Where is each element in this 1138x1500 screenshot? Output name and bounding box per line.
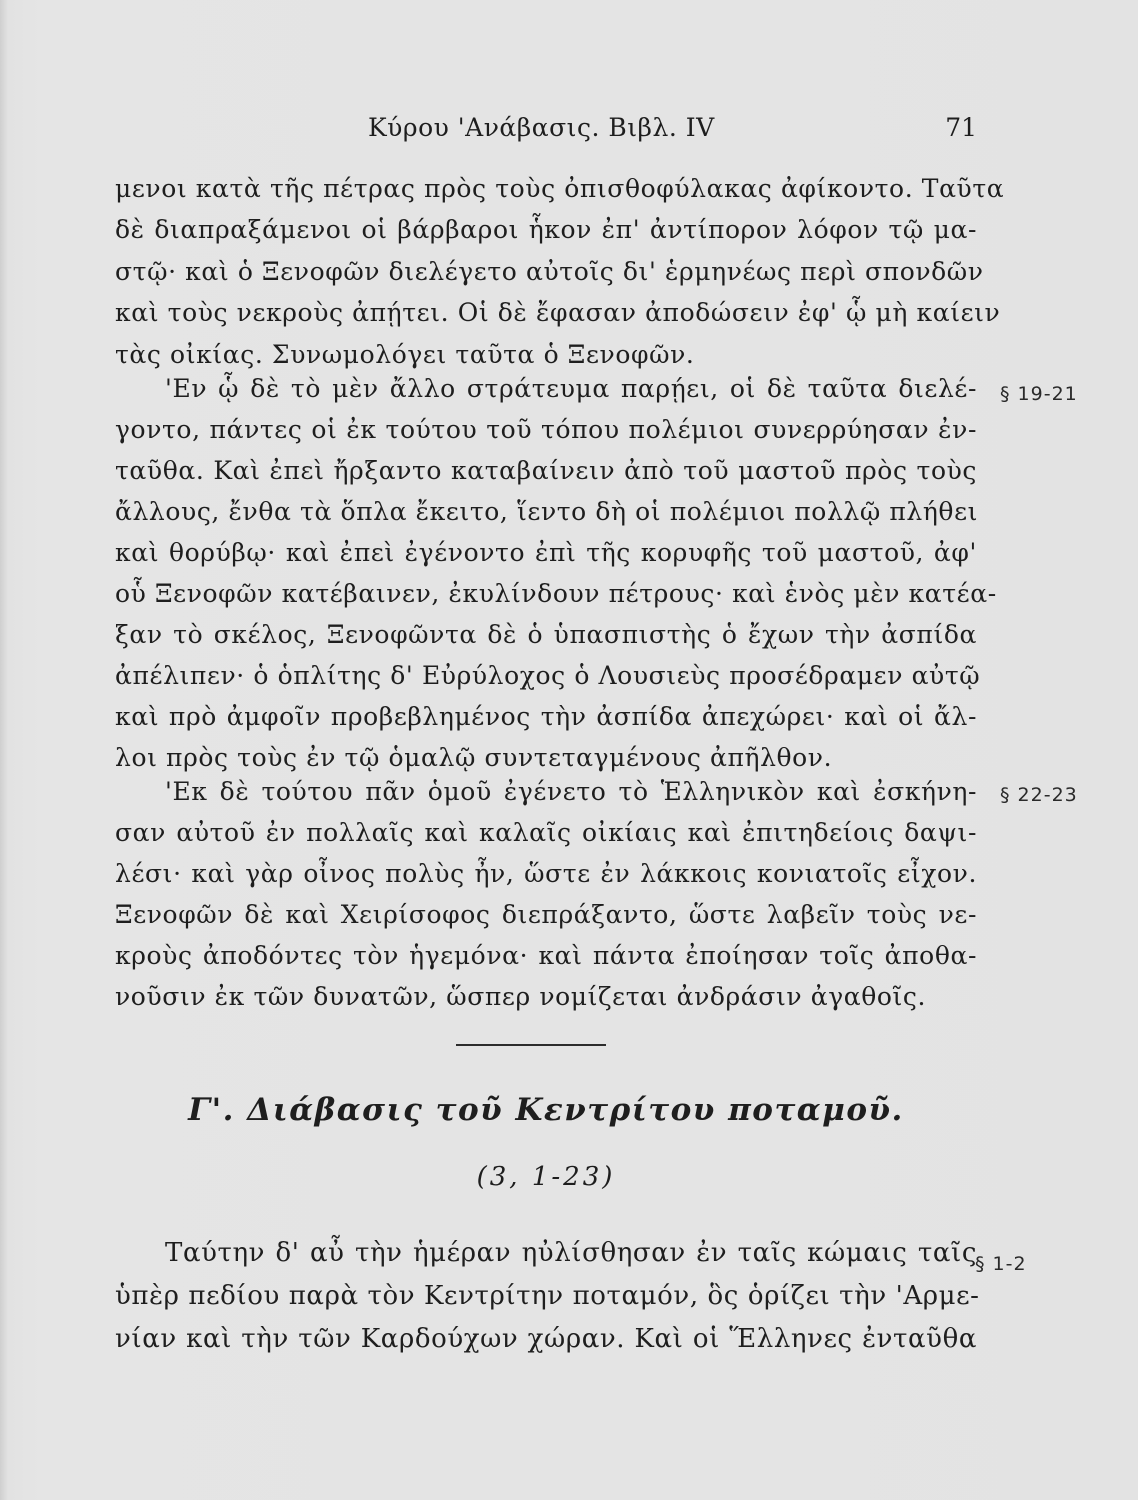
running-header bbox=[115, 113, 977, 149]
section-reference: (3, 1-23) bbox=[476, 1162, 616, 1192]
text-line: κροὺς ἀποδόντες τὸν ἡγεμόνα· καὶ πάντα ἐποίησαν τοῖς ἀποθα- bbox=[115, 941, 977, 970]
text-line: λέσι· καὶ γὰρ οἶνος πολὺς ἦν, ὥστε ἐν λάκκοις κονιατοῖς εἶχον. bbox=[115, 859, 977, 888]
section-divider bbox=[456, 1044, 606, 1046]
section-title: Γ'. Διάβασις τοῦ Κεντρίτου ποταμοῦ. bbox=[188, 1092, 904, 1128]
text-line: καὶ πρὸ ἀμφοῖν προβεβλημένος τὴν ἀσπίδα ἀπεχώρει· καὶ οἱ ἄλ- bbox=[115, 702, 977, 731]
text-line: λοι πρὸς τοὺς ἐν τῷ ὁμαλῷ συντεταγμένους ἀπῆλθον. bbox=[115, 743, 833, 772]
text-line: ἄλλους, ἔνθα τὰ ὅπλα ἔκειτο, ἵεντο δὴ οἱ πολέμιοι πολλῷ πλήθει bbox=[115, 497, 979, 526]
text-line: ξαν τὸ σκέλος, Ξενοφῶντα δὲ ὁ ὑπασπιστὴς ὁ ἔχων τὴν ἀσπίδα bbox=[115, 620, 977, 649]
text-line: Ταύτην δ' αὖ τὴν ἡμέραν ηὐλίσθησαν ἐν ταῖς κώμαις ταῖς bbox=[165, 1238, 977, 1268]
text-line: δὲ διαπραξάμενοι οἱ βάρβαροι ἧκον ἐπ' ἀντίπορον λόφον τῷ μα- bbox=[115, 215, 977, 244]
text-line: τὰς οἰκίας. Συνωμολόγει ταῦτα ὁ Ξενοφῶν. bbox=[115, 340, 695, 369]
margin-note-section-ref: § 19-21 bbox=[1000, 383, 1078, 405]
text-line: ταῦθα. Καὶ ἐπεὶ ἤρξαντο καταβαίνειν ἀπὸ τοῦ μαστοῦ πρὸς τοὺς bbox=[115, 456, 977, 485]
text-line: οὗ Ξενοφῶν κατέβαινεν, ἐκυλίνδουν πέτρους· καὶ ἑνὸς μὲν κατέα- bbox=[115, 579, 997, 608]
text-line: 'Εκ δὲ τούτου πᾶν ὁμοῦ ἐγένετο τὸ Ἑλληνικὸν καὶ ἐσκήνη- bbox=[165, 777, 977, 806]
text-line: στῷ· καὶ ὁ Ξενοφῶν διελέγετο αὐτοῖς δι' ἑρμηνέως περὶ σπονδῶν bbox=[115, 257, 984, 286]
text-line: γοντο, πάντες οἱ ἐκ τούτου τοῦ τόπου πολέμιοι συνερρύησαν ἐν- bbox=[115, 415, 977, 444]
text-line: καὶ θορύβῳ· καὶ ἐπεὶ ἐγένοντο ἐπὶ τῆς κορυφῆς τοῦ μαστοῦ, ἀφ' bbox=[115, 538, 977, 567]
text-line: Ξενοφῶν δὲ καὶ Χειρίσοφος διεπράξαντο, ὥστε λαβεῖν τοὺς νε- bbox=[115, 900, 977, 929]
text-line: νίαν καὶ τὴν τῶν Καρδούχων χώραν. Καὶ οἱ Ἕλληνες ἐνταῦθα bbox=[115, 1324, 977, 1354]
text-line: σαν αὐτοῦ ἐν πολλαῖς καὶ καλαῖς οἰκίαις καὶ ἐπιτηδείοις δαψι- bbox=[115, 818, 977, 847]
margin-note-section-ref: § 22-23 bbox=[1000, 784, 1078, 806]
text-line: καὶ τοὺς νεκροὺς ἀπῄτει. Οἱ δὲ ἔφασαν ἀποδώσειν ἐφ' ᾧ μὴ καίειν bbox=[115, 298, 1001, 327]
text-line: ἀπέλιπεν· ὁ ὁπλίτης δ' Εὐρύλοχος ὁ Λουσιεὺς προσέδραμεν αὐτῷ bbox=[115, 661, 981, 690]
page-number: 71 bbox=[945, 113, 977, 142]
text-line: 'Εν ᾧ δὲ τὸ μὲν ἄλλο στράτευμα παρῄει, οἱ δὲ ταῦτα διελέ- bbox=[165, 374, 977, 403]
text-line: ὑπὲρ πεδίου παρὰ τὸν Κεντρίτην ποταμόν, ὃς ὁρίζει τὴν 'Αρμε- bbox=[115, 1281, 980, 1311]
running-title: Κύρου 'Ανάβασις. Βιβλ. IV bbox=[368, 113, 715, 142]
text-line: μενοι κατὰ τῆς πέτρας πρὸς τοὺς ὀπισθοφύλακας ἀφίκοντο. Ταῦτα bbox=[115, 174, 1005, 203]
margin-note-section-ref: § 1-2 bbox=[975, 1253, 1027, 1275]
text-line: νοῦσιν ἐκ τῶν δυνατῶν, ὥσπερ νομίζεται ἀνδράσιν ἀγαθοῖς. bbox=[115, 982, 927, 1011]
